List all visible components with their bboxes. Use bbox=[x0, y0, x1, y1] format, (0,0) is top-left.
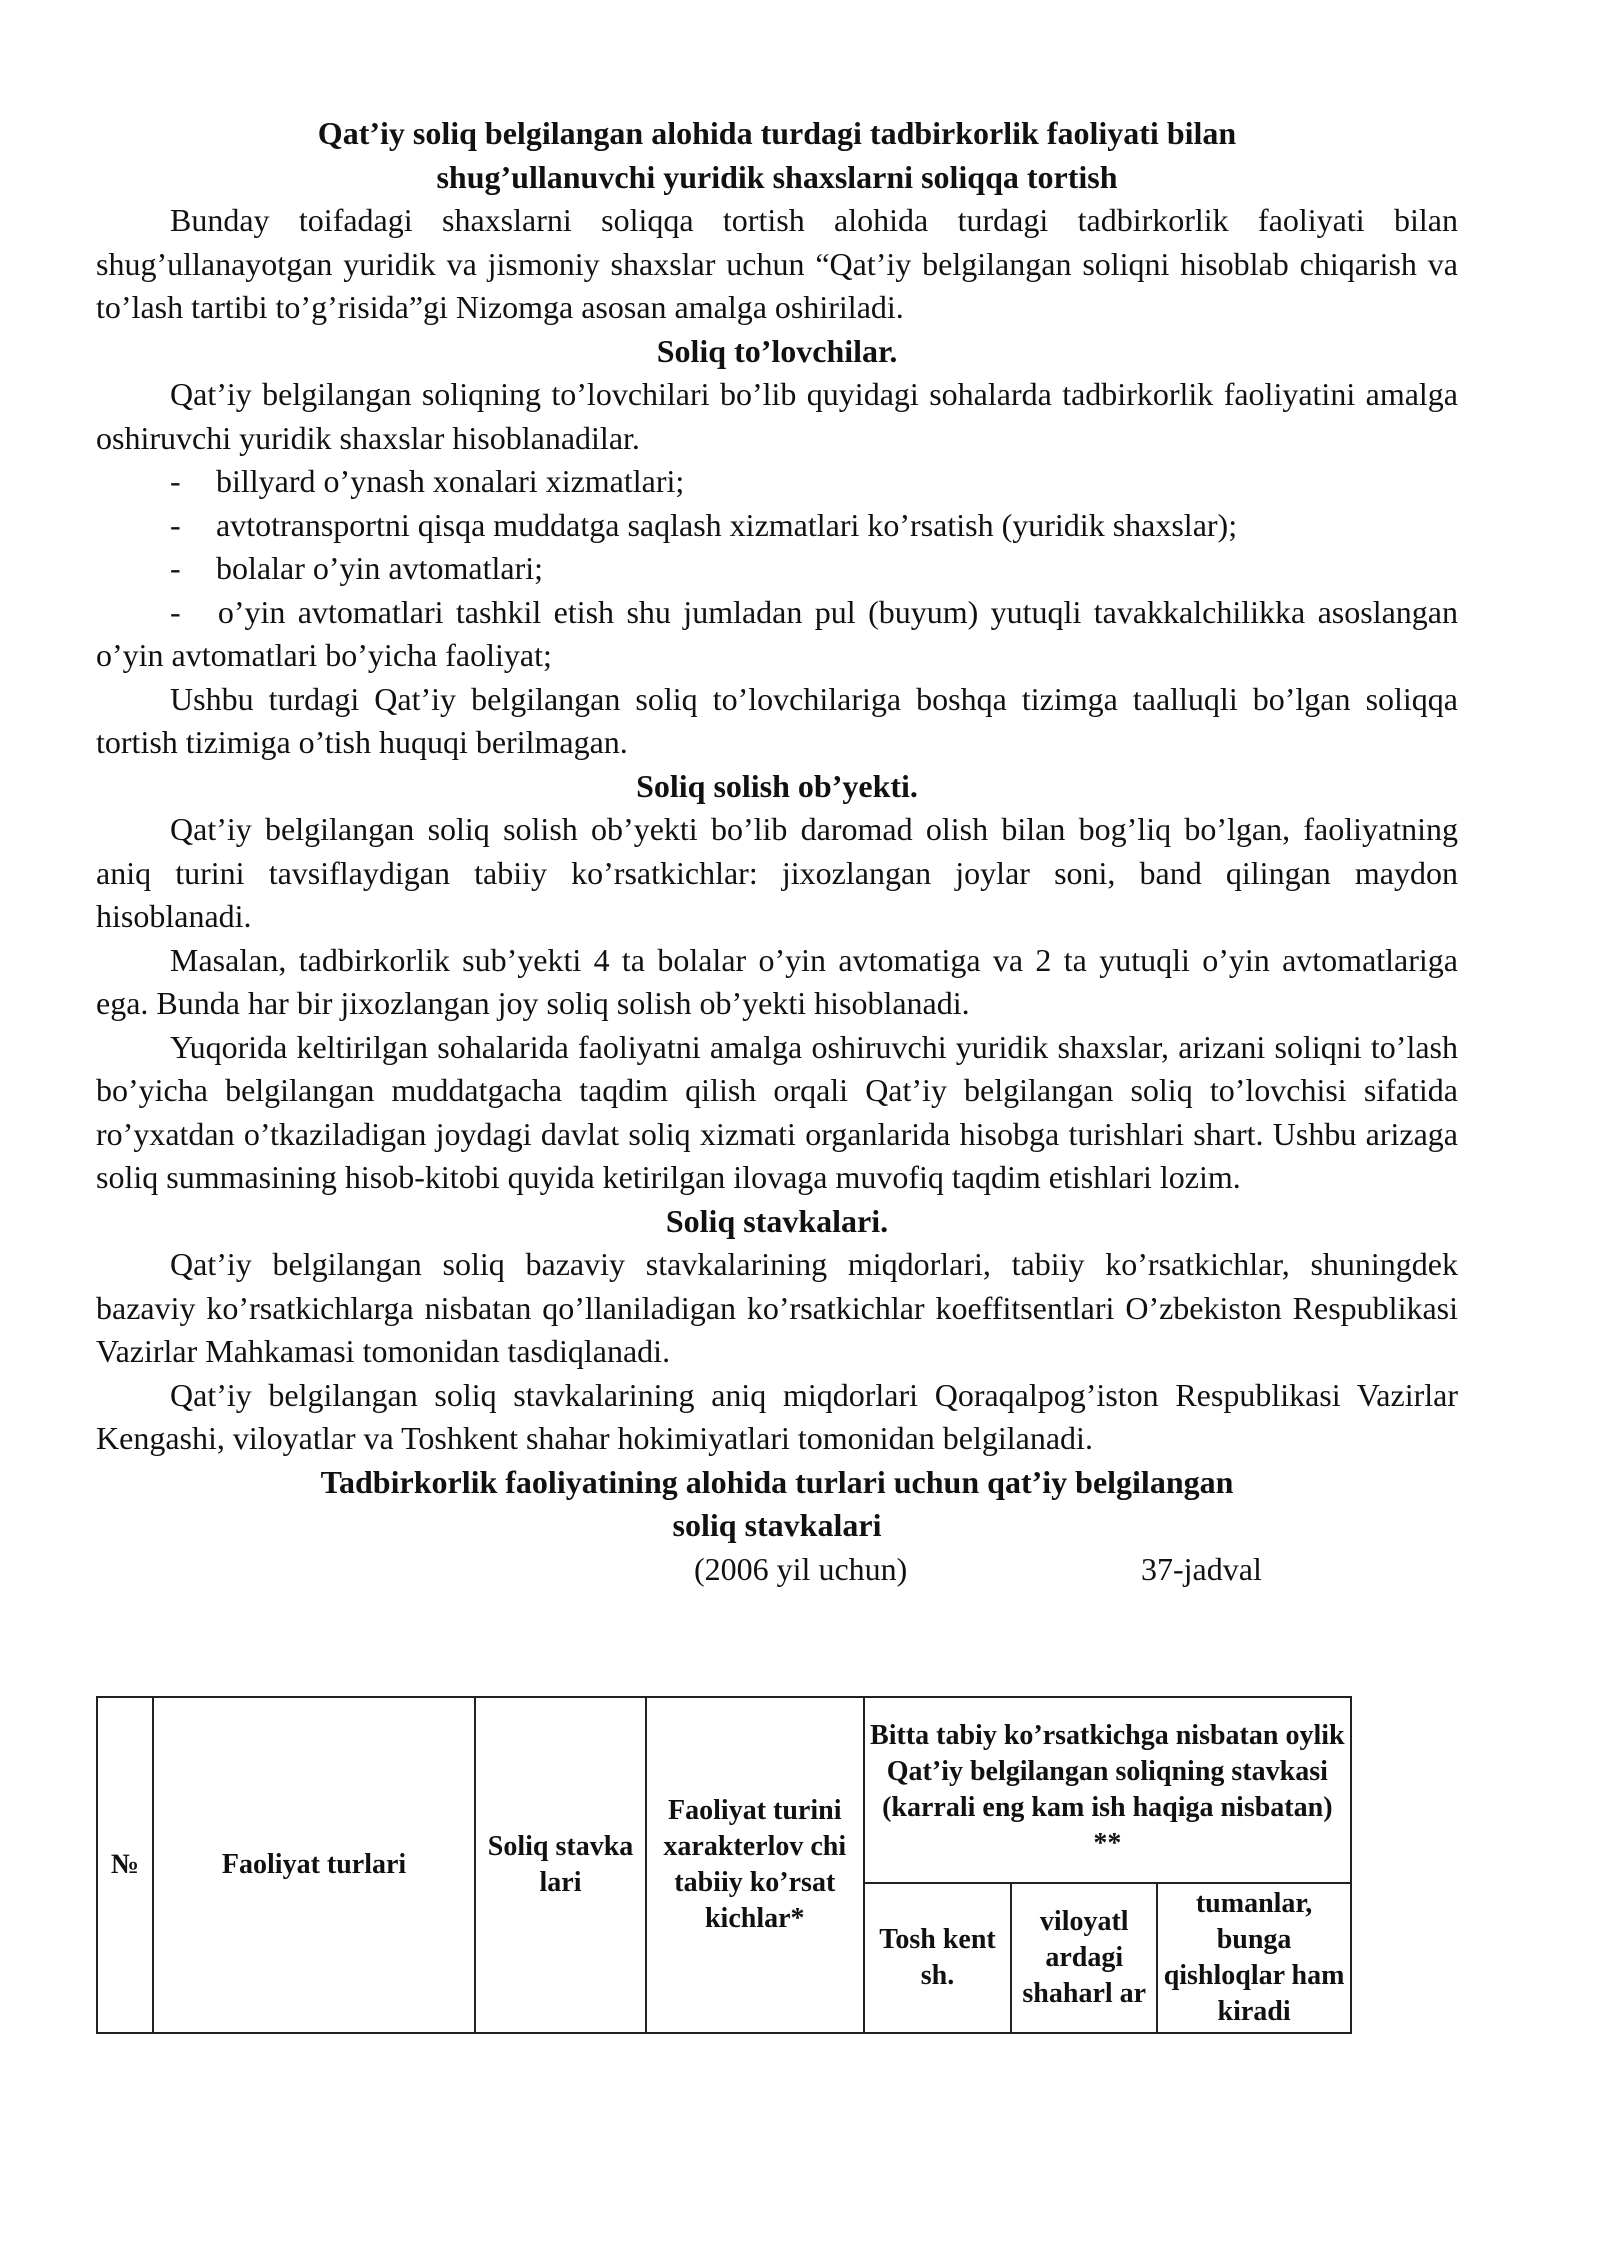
rates-paragraph: Qat’iy belgilangan soliq bazaviy stavkalarining miqdorlari, tabiiy ko’rsatkichlar, shuningdek bazaviy ko’rsatkichlarga nisbatan qo’llaniladigan ko’rsatkichlar koeffitsentlari O’zbekiston Respublikasi Vazirlar Mahkamasi tomonidan tasdiqlanadi. bbox=[96, 1246, 1458, 1369]
table-title-line-1: Tadbirkorlik faoliyatining alohida turlari uchun qat’iy belgilangan bbox=[320, 1463, 1234, 1500]
header-cell-activity: Faoliyat turlari bbox=[153, 1697, 475, 2033]
bullet-dash: - bbox=[170, 593, 181, 630]
bullet-dash: - bbox=[170, 550, 181, 586]
table-header-row bbox=[97, 1697, 1351, 1883]
table-caption bbox=[96, 1548, 1458, 1591]
table-year: (2006 yil uchun) bbox=[694, 1550, 908, 1587]
header-cell-no: № bbox=[97, 1697, 153, 2033]
object-paragraph: Qat’iy belgilangan soliq solish ob’yekti bo’lib daromad olish bilan bog’liq bo’lgan, faoliyatning aniq turini tavsiflaydigan tabiiy ko’rsatkichlar: jixozlangan joylar soni, band qilingan maydon hisoblanadi. bbox=[96, 811, 1458, 934]
payers-paragraph: Qat’iy belgilangan soliqning to’lovchilari bo’lib quyidagi sohalarda tadbirkorlik faoliyatini amalga oshiruvchi yuridik shaxslar hisoblanadilar. bbox=[96, 376, 1458, 456]
header-cell-districts: tumanlar, bunga qishloqlar ham kiradi bbox=[1157, 1883, 1351, 2033]
payers-closing-paragraph: Ushbu turdagi Qat’iy belgilangan soliq to’lovchilariga boshqa tizimga taalluqli bo’lgan soliqqa tortish tizimiga o’tish huquqi berilmagan. bbox=[96, 680, 1458, 760]
list-item-text: bolalar o’yin avtomatlari; bbox=[216, 550, 543, 586]
list-item bbox=[96, 591, 1458, 678]
document-title-line-1: Qat’iy soliq belgilangan alohida turdagi tadbirkorlik faoliyati bilan bbox=[317, 115, 1237, 151]
table-number: 37-jadval bbox=[1141, 1550, 1262, 1587]
list-item bbox=[96, 460, 1458, 504]
bullet-dash: - bbox=[170, 463, 181, 499]
bullet-dash: - bbox=[170, 506, 181, 543]
rates-paragraph: Qat’iy belgilangan soliq stavkalarining aniq miqdorlari Qoraqalpog’iston Respublikasi Vazirlar Kengashi, viloyatlar va Toshkent shahar hokimiyatlari tomonidan belgilanadi. bbox=[96, 1376, 1458, 1456]
section-heading-payers: Soliq to’lovchilar. bbox=[656, 332, 898, 369]
list-item-text: o’yin avtomatlari tashkil etish shu jumladan pul (buyum) yutuqli tavakkalchilikka asoslangan o’yin avtomatlari bo’yicha faoliyat; bbox=[96, 593, 1459, 673]
header-cell-indicator: Faoliyat turini xarakterlov chi tabiiy ko’rsat kichlar* bbox=[646, 1697, 864, 2033]
section-heading-rates: Soliq stavkalari. bbox=[665, 1202, 889, 1239]
intro-paragraph: Bunday toifadagi shaxslarni soliqqa tortish alohida turdagi tadbirkorlik faoliyati bilan shug’ullanayotgan yuridik va jismoniy shaxslar uchun “Qat’iy belgilangan soliqni hisoblab chiqarish va to’lash tartibi to’g’risida”gi Nizomga asosan amalga oshiriladi. bbox=[96, 202, 1458, 325]
header-cell-group: Bitta tabiy ko’rsatkichga nisbatan oylik Qat’iy belgilangan soliqning stavkasi (karrali eng kam ish haqiga nisbatan) ** bbox=[864, 1697, 1351, 1883]
list-item-text: billyard o’ynash xonalari xizmatlari; bbox=[216, 463, 685, 499]
list-item bbox=[96, 547, 1458, 591]
header-cell-regions: viloyatl ardagi shaharl ar bbox=[1011, 1883, 1157, 2033]
object-paragraph: Yuqorida keltirilgan sohalarida faoliyatni amalga oshiruvchi yuridik shaxslar, arizani soliqni to’lash bo’yicha belgilangan muddatgacha taqdim qilish orqali Qat’iy belgilangan soliq to’lovchisi sifatida ro’yxatdan o’tkaziladigan joydagi davlat soliq xizmati organlarida hisobga turishlari shart. Ushbu arizaga soliq summasining hisob-kitobi quyida ketirilgan ilovaga muvofiq taqdim etishlari lozim. bbox=[96, 1028, 1458, 1195]
document-body bbox=[96, 112, 1458, 1591]
section-heading-object: Soliq solish ob’yekti. bbox=[636, 767, 918, 804]
tax-rates-table bbox=[96, 1696, 1352, 2034]
header-cell-rates: Soliq stavka lari bbox=[475, 1697, 646, 2033]
object-paragraph: Masalan, tadbirkorlik sub’yekti 4 ta bolalar o’yin avtomatiga va 2 ta yutuqli o’yin avtomatlariga ega. Bunda har bir jixozlangan joy soliq solish ob’yekti hisoblanadi. bbox=[96, 941, 1458, 1021]
list-item-text: avtotransportni qisqa muddatga saqlash xizmatlari ko’rsatish (yuridik shaxslar); bbox=[216, 506, 1238, 543]
document-title-line-2: shug’ullanuvchi yuridik shaxslarni soliqqa tortish bbox=[436, 158, 1118, 195]
table-title-line-2: soliq stavkalari bbox=[672, 1507, 882, 1543]
header-cell-tashkent: Tosh kent sh. bbox=[864, 1883, 1012, 2033]
list-item bbox=[96, 504, 1458, 548]
